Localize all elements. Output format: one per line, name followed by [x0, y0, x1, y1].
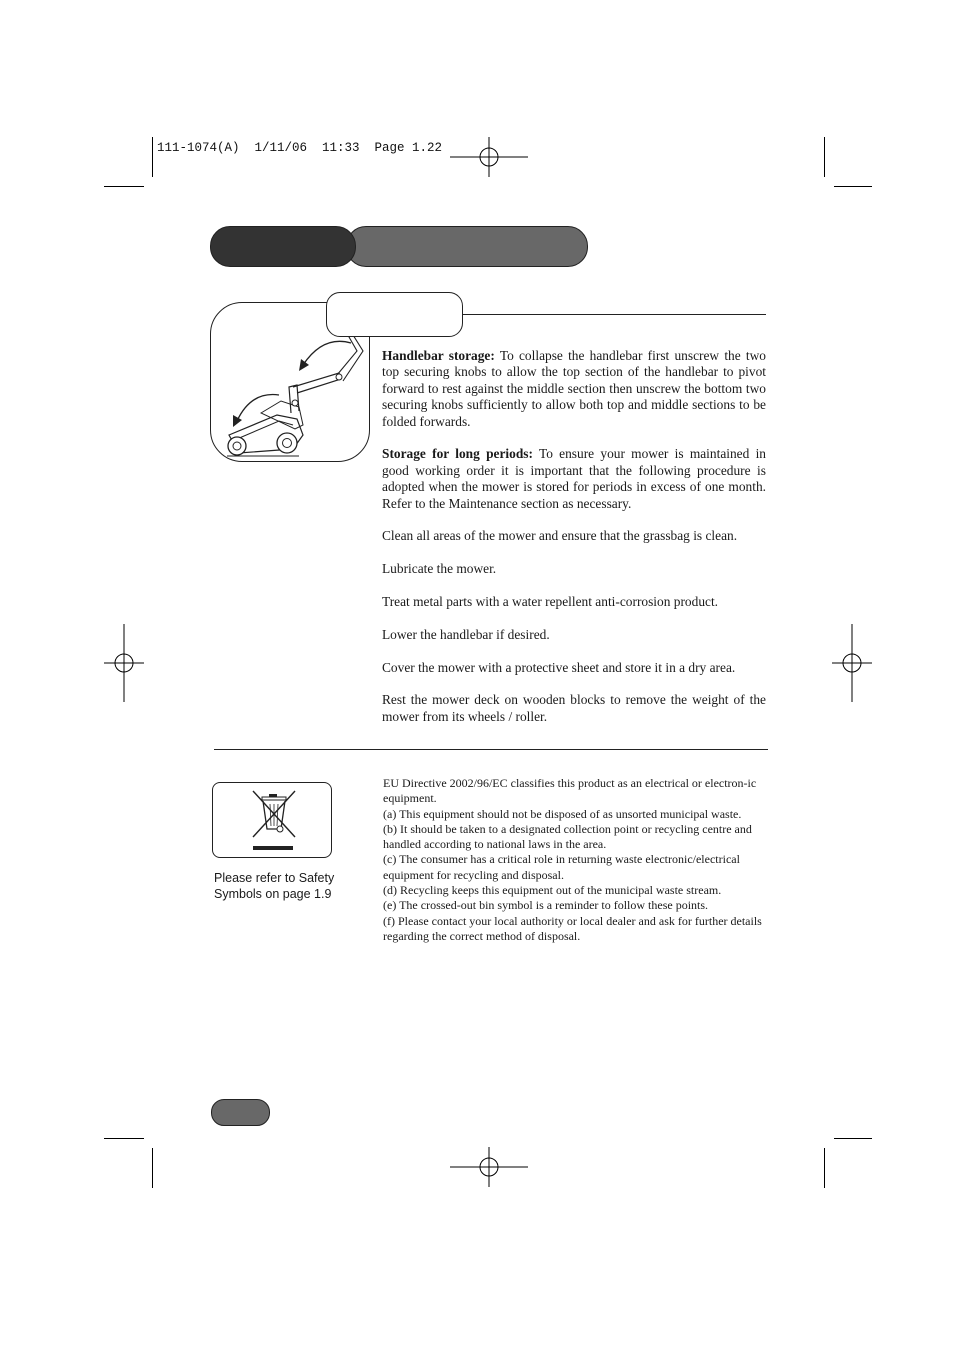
illustration-label-tab	[326, 292, 463, 337]
storage-step: Rest the mower deck on wooden blocks to remove the weight of the mower from its wheels / roller.	[382, 692, 766, 724]
directive-line: (a) This equipment should not be disposed of as unsorted municipal waste.	[383, 806, 742, 821]
long-storage-text: To ensure your mower is maintained in good working order it is important that the following procedure is adopted when the mower is stored for periods in excess of one month. Refer to the Maintenance section as necessary.	[382, 446, 766, 511]
crossed-out-bin-icon	[213, 783, 333, 859]
storage-step: Treat metal parts with a water repellent anti-corrosion product.	[382, 594, 719, 610]
long-storage-paragraph	[382, 446, 766, 512]
print-header: 111-1074(A) 1/11/06 11:33 Page 1.22	[157, 141, 443, 155]
registration-mark-left	[104, 624, 144, 702]
directive-line: (b) It should be taken to a designated collection point or recycling centre and handled according to national laws in the area.	[383, 821, 752, 852]
page-number-pill	[211, 1099, 270, 1126]
handlebar-storage-text: To collapse the handlebar first unscrew the two top securing knobs to allow the top section of the handlebar to pivot forward to rest against the middle section then unscrew the bottom two securing knobs sufficiently to allow both top and middle sections to be folded forwards.	[382, 348, 766, 429]
section-title-pill	[346, 226, 588, 267]
weee-directive-text	[383, 776, 779, 944]
heading-rule	[463, 314, 766, 315]
storage-step: Cover the mower with a protective sheet and store it in a dry area.	[382, 659, 736, 675]
weee-caption: Please refer to Safety Symbols on page 1.9	[214, 871, 335, 901]
storage-step: Lubricate the mower.	[382, 561, 497, 577]
handlebar-storage-paragraph	[382, 348, 766, 430]
directive-line: (c) The consumer has a critical role in returning waste electronic/electrical equipment for recycling and disposal.	[383, 852, 740, 882]
directive-line: (e) The crossed-out bin symbol is a reminder to follow these points.	[383, 898, 709, 913]
registration-mark-bottom	[450, 1147, 528, 1187]
storage-step: Lower the handlebar if desired.	[382, 626, 550, 642]
registration-mark-right	[832, 624, 872, 702]
chapter-pill	[210, 226, 356, 267]
weee-symbol-frame	[212, 782, 332, 858]
storage-step: Clean all areas of the mower and ensure that the grassbag is clean.	[382, 528, 738, 544]
long-storage-heading: Storage for long periods:	[382, 446, 533, 462]
directive-line: EU Directive 2002/96/EC classifies this product as an electrical or electron-ic equipment.	[383, 776, 757, 806]
directive-line: (f) Please contact your local authority or local dealer and ask for further details regarding the correct method of disposal.	[383, 913, 762, 943]
section-divider	[214, 749, 768, 750]
storage-instructions	[382, 348, 766, 725]
handlebar-storage-heading: Handlebar storage:	[382, 348, 495, 363]
directive-line: (d) Recycling keeps this equipment out of the municipal waste stream.	[383, 883, 722, 898]
registration-mark-top	[450, 137, 528, 177]
